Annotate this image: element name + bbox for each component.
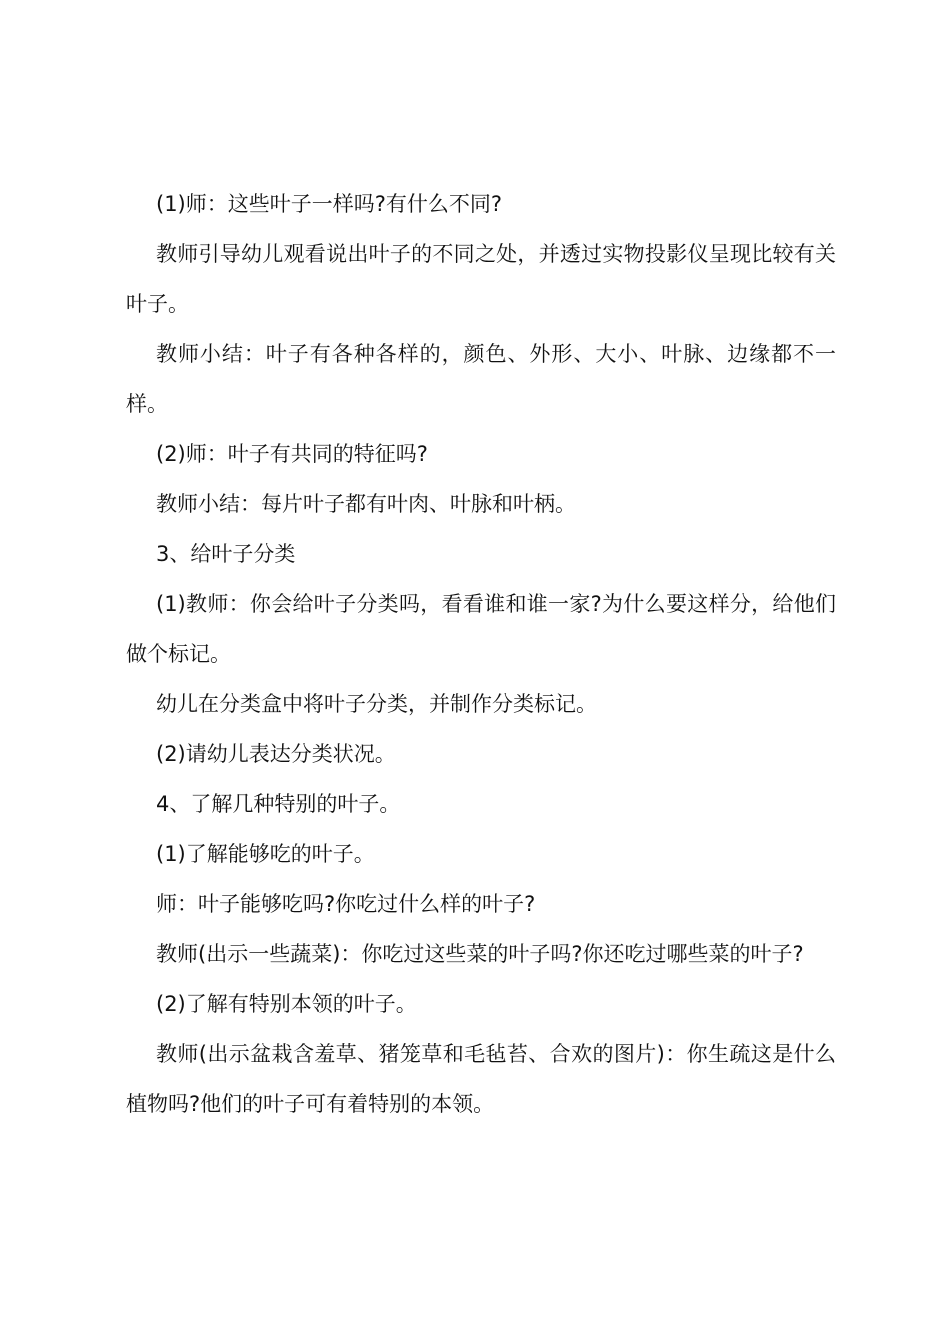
paragraph-8: 幼儿在分类盒中将叶子分类，并制作分类标记。 xyxy=(156,692,597,716)
document-body xyxy=(126,179,836,1129)
paragraph-14: (2)了解有特别本领的叶子。 xyxy=(156,992,417,1016)
paragraph-3: 教师小结：叶子有各种各样的，颜色、外形、大小、叶脉、边缘都不一样。 xyxy=(126,342,836,416)
paragraph-2: 教师引导幼儿观看说出叶子的不同之处，并透过实物投影仪呈现比较有关叶子。 xyxy=(126,242,836,316)
paragraph-9: (2)请幼儿表达分类状况。 xyxy=(156,742,396,766)
paragraph-7: (1)教师：你会给叶子分类吗，看看谁和谁一家?为什么要这样分，给他们做个标记。 xyxy=(126,592,836,666)
section-heading-4: 4、了解几种特别的叶子。 xyxy=(156,792,401,816)
paragraph-1: (1)师：这些叶子一样吗?有什么不同? xyxy=(156,192,503,216)
section-heading-3: 3、给叶子分类 xyxy=(156,542,296,566)
paragraph-13: 教师(出示一些蔬菜)：你吃过这些菜的叶子吗?你还吃过哪些菜的叶子? xyxy=(156,942,804,966)
paragraph-15: 教师(出示盆栽含羞草、猪笼草和毛毡苔、合欢的图片)：你生疏这是什么植物吗?他们的叶子可有着特别的本领。 xyxy=(126,1042,836,1116)
paragraph-4: (2)师：叶子有共同的特征吗? xyxy=(156,442,428,466)
paragraph-11: (1)了解能够吃的叶子。 xyxy=(156,842,375,866)
paragraph-5: 教师小结：每片叶子都有叶肉、叶脉和叶柄。 xyxy=(156,492,576,516)
paragraph-12: 师：叶子能够吃吗?你吃过什么样的叶子? xyxy=(156,892,536,916)
